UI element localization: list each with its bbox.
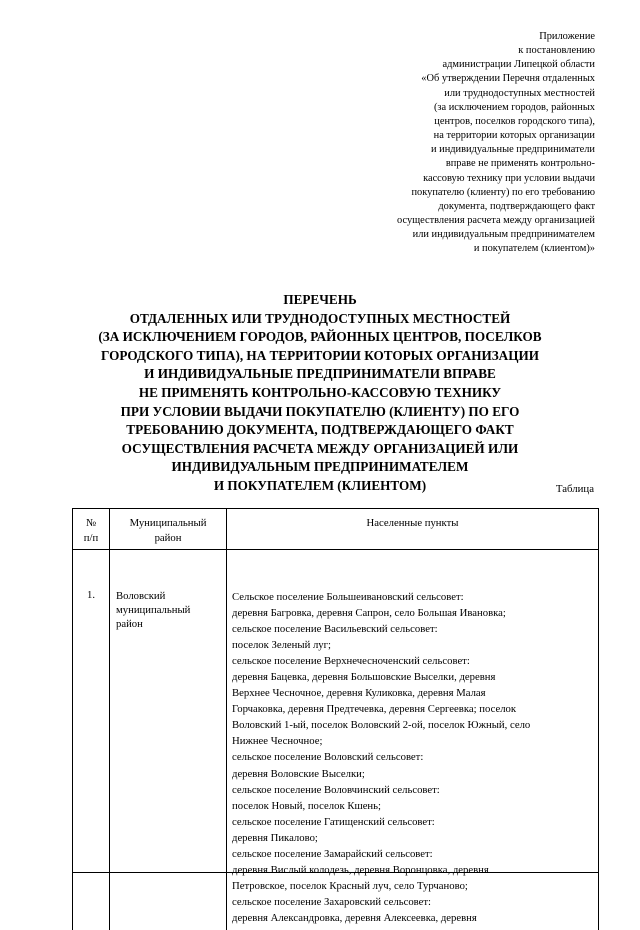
- places-line: деревня Воловские Выселки;: [232, 767, 365, 780]
- places-line: деревня Бацевка, деревня Большовские Выселки, деревня: [232, 671, 496, 684]
- header-district-line1: Муниципальный: [129, 517, 207, 529]
- places-line: сельское поселение Воловчинский сельсовет:: [232, 783, 440, 796]
- appendix-line: вправе не применять контрольно-: [445, 158, 595, 170]
- title-line: ПЕРЕЧЕНЬ: [283, 292, 357, 307]
- table-header-row: [73, 509, 599, 550]
- title-line: ГОРОДСКОГО ТИПА), НА ТЕРРИТОРИИ КОТОРЫХ ОРГАНИЗАЦИИ: [101, 347, 539, 363]
- appendix-line: администрации Липецкой области: [442, 59, 595, 71]
- appendix-line: Приложение: [539, 31, 595, 42]
- title-line: ОСУЩЕСТВЛЕНИЯ РАСЧЕТА МЕЖДУ ОРГАНИЗАЦИЕЙ ИЛИ: [121, 440, 519, 456]
- appendix-line: или труднодоступных местностей: [444, 87, 595, 99]
- appendix-line: кассовую технику при условии выдачи: [423, 172, 595, 184]
- places-line: сельское поселение Верхнечесноченский сельсовет:: [232, 655, 470, 668]
- district-line: муниципальный: [116, 604, 191, 617]
- page-bottom-rule: [72, 872, 599, 873]
- header-places: [227, 509, 599, 550]
- title-line: (ЗА ИСКЛЮЧЕНИЕМ ГОРОДОВ, РАЙОННЫХ ЦЕНТРОВ, ПОСЕЛКОВ: [98, 329, 542, 345]
- appendix-line: к постановлению: [518, 45, 595, 57]
- header-num-line1: №: [85, 517, 97, 529]
- appendix-line: покупателю (клиенту) по его требованию: [411, 186, 595, 198]
- title-line: ТРЕБОВАНИЮ ДОКУМЕНТА, ПОДТВЕРЖДАЮЩЕГО ФАКТ: [126, 422, 514, 438]
- appendix-line: и индивидуальные предприниматели: [430, 144, 595, 156]
- row-number: 1.: [73, 550, 110, 930]
- appendix-line: или индивидуальным предпринимателем: [412, 229, 595, 241]
- appendix-line: «Об утверждении Перечня отдаленных: [421, 73, 595, 85]
- title-line: ОТДАЛЕННЫХ ИЛИ ТРУДНОДОСТУПНЫХ МЕСТНОСТЕЙ: [129, 310, 511, 326]
- appendix-line: на территории которых организации: [433, 130, 595, 142]
- places-line: поселок Новый, поселок Кшень;: [232, 799, 381, 812]
- title-line: ПРИ УСЛОВИИ ВЫДАЧИ ПОКУПАТЕЛЮ (КЛИЕНТУ) ПО ЕГО: [120, 403, 520, 419]
- places-line: поселок Зеленый луг;: [232, 639, 331, 652]
- appendix-line: центров, поселков городского типа),: [434, 115, 595, 127]
- district-line: район: [116, 618, 143, 631]
- title-line: НЕ ПРИМЕНЯТЬ КОНТРОЛЬНО-КАССОВУЮ ТЕХНИКУ: [138, 384, 502, 400]
- header-places-label: Населенные пункты: [366, 517, 459, 529]
- table-label: Таблица: [555, 483, 594, 495]
- header-district-line2: район: [154, 531, 182, 544]
- places-line: деревня Вислый колодезь, деревня Воронцовка, деревня: [232, 863, 489, 876]
- places-line: Нижнее Чесночное;: [232, 735, 323, 748]
- header-num: [73, 509, 110, 550]
- places-line: Сельское поселение Большеивановский сельсовет:: [232, 591, 464, 603]
- places-line: Верхнее Чесночное, деревня Куликовка, деревня Малая: [232, 687, 486, 700]
- appendix-block: [295, 30, 595, 257]
- places-line: деревня Пикалово;: [232, 831, 318, 844]
- appendix-line: документа, подтверждающего факт: [438, 200, 595, 212]
- places-line: сельское поселение Замарайский сельсовет:: [232, 847, 433, 860]
- places-line: сельское поселение Гатищенский сельсовет:: [232, 815, 435, 828]
- places-line: Горчаковка, деревня Предтечевка, деревня Сергеевка; поселок: [232, 703, 517, 716]
- title-line: И ИНДИВИДУАЛЬНЫЕ ПРЕДПРИНИМАТЕЛИ ВПРАВЕ: [144, 366, 496, 382]
- places-line: Петровское, поселок Красный луч, село Турчаново;: [232, 879, 468, 892]
- appendix-line: (за исключением городов, районных: [433, 101, 595, 113]
- places-line: сельское поселение Захаровский сельсовет:: [232, 895, 432, 908]
- places-line: деревня Александровка, деревня Алексеевка, деревня: [232, 911, 477, 924]
- places-line: сельское поселение Воловский сельсовет:: [232, 751, 424, 764]
- places-line: сельское поселение Васильевский сельсовет:: [232, 623, 438, 636]
- header-num-line2: п/п: [83, 531, 99, 544]
- title-line: И ПОКУПАТЕЛЕМ (КЛИЕНТОМ): [213, 477, 427, 493]
- settlements-table: [72, 508, 599, 930]
- district-line: Воловский: [116, 590, 166, 602]
- title-line: ИНДИВИДУАЛЬНЫМ ПРЕДПРИНИМАТЕЛЕМ: [171, 459, 469, 475]
- settlements-table-wrap: [72, 508, 598, 930]
- places-line: деревня Багровка, деревня Сапрон, село Большая Ивановка;: [232, 607, 506, 620]
- places-line: Воловский 1-ый, поселок Воловский 2-ой, поселок Южный, село: [232, 719, 531, 732]
- appendix-line: осуществления расчета между организацией: [397, 215, 595, 227]
- appendix-line: и покупателем (клиентом)»: [473, 243, 595, 255]
- document-title: [0, 291, 640, 496]
- header-district: [110, 509, 227, 550]
